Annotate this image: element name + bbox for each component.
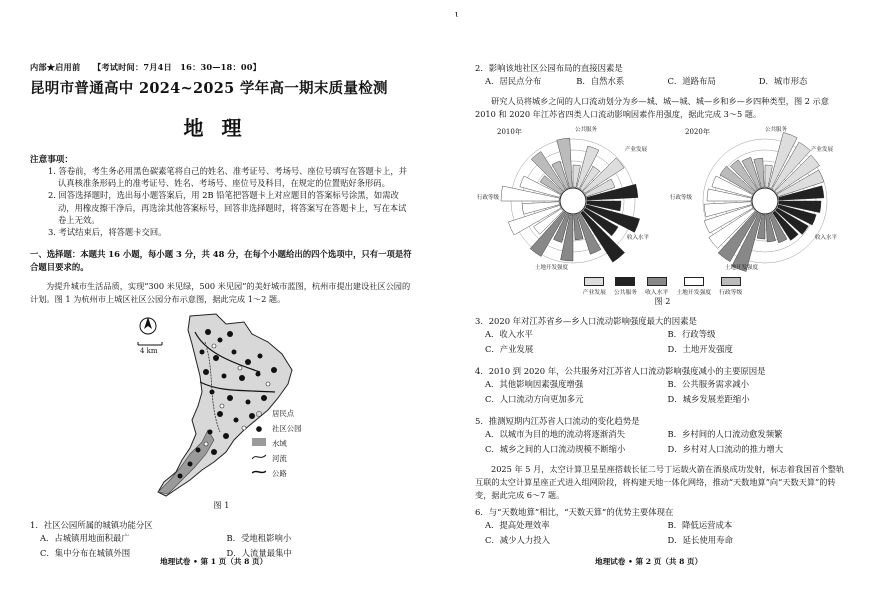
option-b: B．受地租影响小 xyxy=(226,533,292,544)
figure-2-caption: 图 2 xyxy=(654,297,671,306)
question-6-options xyxy=(475,518,850,548)
option-b: B．自然水系 xyxy=(576,76,625,86)
question-6-stem: 6．与“天数地算”相比，“天数天算”的优势主要体现在 xyxy=(475,507,674,517)
question-1-stem: 1．社区公园所属的城镇功能分区 xyxy=(30,520,153,531)
page-1-footer: 地理试卷 • 第 1 页（共 8 页） xyxy=(160,557,268,566)
option-c: C．人口流动方向更加多元 xyxy=(485,394,584,404)
page-2-footer: 地理试卷 • 第 2 页（共 8 页） xyxy=(595,557,703,566)
intro-q1-2: 为提升城市生活品质，实现“300 米见绿，500 米见园”的美好城市蓝图，杭州市提出建设社区公园的计划。图 1 为杭州市上城区社区公园分布示意图，据此完成 1～2 题。 xyxy=(30,281,411,305)
notice-3: 3. 考试结束后，将答题卡交回。 xyxy=(48,227,167,238)
chart-hub xyxy=(560,188,586,214)
north-arrow-icon xyxy=(140,317,156,334)
district-map-svg xyxy=(30,312,410,500)
river-icon xyxy=(252,451,266,466)
scale-label: 4 km xyxy=(140,347,158,356)
notice-2: 2. 回答选择题时，选出每小题答案后，用 2B 铅笔把答题卡上对应题目的答案标号涂黑，如需改动，用橡皮擦干净后，再选涂其他答案标号，回答非选择题时，将答案写在答题卡上，写在本试卷上无效。 xyxy=(48,190,407,225)
legend-admin: 行政等级 xyxy=(719,277,742,296)
legend-public: 公共服务 xyxy=(614,277,637,296)
legend-industry: 产业发展 xyxy=(583,277,606,296)
option-c: C．城乡之间的人口流动规模不断缩小 xyxy=(485,444,626,454)
chart-label-public-2020: 公共服务 xyxy=(765,127,788,133)
legend-river: 河流 xyxy=(252,451,302,466)
road-icon xyxy=(252,466,266,481)
option-a: A．提高处理效率 xyxy=(485,520,550,530)
exam-header: 内部★启用前 【考试时间：7月4日 16：30—18：00】 xyxy=(30,62,262,72)
chart-label-land-2020: 土地开发强度 xyxy=(725,265,759,271)
chart-label-admin: 行政等级 xyxy=(477,195,500,201)
map-legend xyxy=(252,406,302,481)
question-5-options xyxy=(475,427,850,457)
chart-label-admin-2020: 行政等级 xyxy=(670,195,693,201)
option-a: A．以城市为目的地的流动将逐渐消失 xyxy=(485,429,626,439)
chart-hub xyxy=(752,188,778,214)
notice-1: 1. 答卷前，考生务必用黑色碳素笔将自己的姓名、准考证号、考场号、座位号填写在答题卡上，并认真核准条形码上的准考证号、姓名、考场号、座位号及科目，在规定的位置贴好条形码。 xyxy=(48,166,408,189)
notice-title: 注意事项： xyxy=(30,155,73,165)
legend-land: 土地开发强度 xyxy=(676,277,711,296)
legend-settlement: ○ 居民点 xyxy=(252,406,302,421)
option-d: D．土地开发强度 xyxy=(667,344,733,354)
option-c: C．集中分布在城镇外围 xyxy=(40,548,131,559)
option-d: D．城乡发展差距缩小 xyxy=(667,394,750,404)
question-2-options xyxy=(475,74,850,89)
chart-label-income: 收入水平 xyxy=(627,235,650,241)
chart-legend xyxy=(475,277,850,296)
question-4-stem: 4．2010 到 2020 年，公共服务对江苏省人口流动影响强度减小的主要原因是 xyxy=(475,366,766,376)
option-b: B．行政等级 xyxy=(667,329,716,339)
option-a: A．居民点分布 xyxy=(485,76,542,86)
option-b: B．乡村间的人口流动愈发频繁 xyxy=(667,429,783,439)
question-2-stem: 2．影响该地社区公园布局的直接因素是 xyxy=(475,63,623,73)
question-4-options xyxy=(475,377,850,407)
option-d: D．人流量最集中 xyxy=(226,548,292,559)
section-heading: 一、选择题：本题共 16 小题，每小题 3 分，共 48 分，在每个小题给出的四个选项中，只有一项是符合题目要求的。 xyxy=(30,249,412,273)
option-b: B．降低运营成本 xyxy=(667,520,733,530)
chart-year-2010: 2010年 xyxy=(497,128,522,136)
legend-park: ● 社区公园 xyxy=(252,421,302,436)
chart-label-public: 公共服务 xyxy=(575,127,598,133)
page-2 xyxy=(435,0,870,615)
option-c: C．道路布局 xyxy=(667,76,716,86)
legend-road: 公路 xyxy=(252,466,302,481)
chart-label-industry: 产业发展 xyxy=(625,147,648,153)
park-icon: ● xyxy=(255,424,263,434)
chart-year-2020: 2020年 xyxy=(685,128,710,136)
option-d: D．城市形态 xyxy=(758,76,808,86)
option-c: C．产业发展 xyxy=(485,344,534,354)
scale-bar xyxy=(138,342,162,345)
question-3-options xyxy=(475,327,850,357)
question-5-stem: 5．推测短期内江苏省人口流动的变化趋势是 xyxy=(475,416,640,426)
exam-title: 昆明市普通高中 2024~2025 学年高一期末质量检测 xyxy=(30,80,388,97)
option-d: D．乡村对人口流动的推力增大 xyxy=(667,444,784,454)
figure-1-map xyxy=(30,312,413,500)
chart-label-land: 土地开发强度 xyxy=(535,265,569,271)
option-b: B．公共服务需求减小 xyxy=(667,379,750,389)
option-a: A．收入水平 xyxy=(485,329,533,339)
scan-mark: ɩ xyxy=(455,10,459,20)
option-a: A．占城镇用地面积最广 xyxy=(40,533,130,544)
question-3-stem: 3．2020 年对江苏省乡—乡人口流动影响强度最大的因素是 xyxy=(475,316,697,326)
settlement-icon: ○ xyxy=(255,409,263,419)
figure-1-caption: 图 1 xyxy=(213,501,230,511)
legend-water: 水域 xyxy=(252,436,302,451)
option-d: D．延长使用寿命 xyxy=(667,535,733,545)
chart-label-industry-2020: 产业发展 xyxy=(811,147,834,153)
intro-q3-5: 研究人员将城乡之间的人口流动划分为乡—城、城—城、城—乡和乡—乡四种类型，图 2 示意 2010 和 2020 年江苏省四类人口流动影响因素作用强度，据此完成 3～5 题。 xyxy=(475,96,829,119)
figure-2-charts xyxy=(475,123,850,279)
intro-q6-7: 2025 年 5 月，太空计算卫星星座搭载长征二号丁运载火箭在酒泉成功发射，标志着我国首个整轨互联的太空计算星座正式进入组网阶段，将构建天地一体化网络，推动“天数地算”向“天数天算”的转变，据此完成 6～7 题。 xyxy=(475,464,845,500)
subject-title: 地理 xyxy=(183,116,260,140)
option-c: C．减少人力投入 xyxy=(485,535,551,545)
chart-label-income-2020: 收入水平 xyxy=(815,235,838,241)
legend-income: 收入水平 xyxy=(645,277,668,296)
option-a: A．其他影响因素强度增强 xyxy=(485,379,584,389)
water-icon xyxy=(252,436,266,451)
